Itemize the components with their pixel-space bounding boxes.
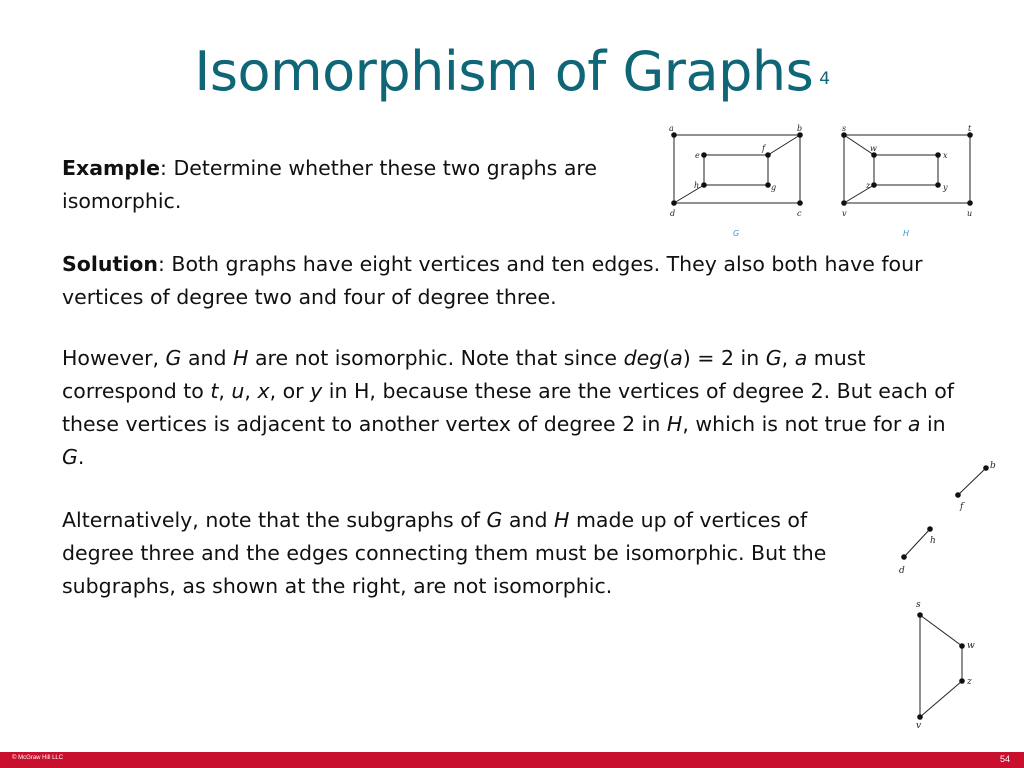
solution-paragraph — [62, 248, 962, 314]
sub-vertex-v — [917, 714, 923, 720]
sub-vertex-s — [917, 612, 923, 618]
slide-title — [0, 36, 1024, 121]
p3-text: ( — [662, 346, 671, 370]
p3-text: , — [781, 346, 795, 370]
label-z: z — [866, 181, 871, 190]
label-b: b — [797, 124, 803, 133]
label-u: u — [967, 209, 973, 218]
p3-text: in — [920, 412, 946, 436]
alternatively-paragraph — [62, 504, 872, 603]
p3-text: , — [218, 379, 232, 403]
vertex-y — [935, 182, 941, 188]
label-y: y — [943, 183, 948, 192]
caption-h: H — [903, 229, 910, 238]
title-suffix: 4 — [819, 69, 830, 89]
p4-text: made up of vertices of degree three and the edges connecting them must be isomorphic. But the subgraphs, as shown at the right, are not isomorphic. — [62, 508, 827, 598]
sub-label-b: b — [990, 461, 996, 471]
p3-text: must correspond to — [62, 346, 866, 403]
caption-g: G — [733, 229, 740, 238]
vertex-x — [935, 152, 941, 158]
vertex-s — [841, 132, 847, 138]
sub-vertex-d — [901, 554, 907, 560]
vertex-e — [701, 152, 707, 158]
title-text: Isomorphism of Graphs — [194, 40, 814, 103]
p3-var: G — [765, 346, 782, 370]
p3-var: a — [670, 346, 683, 370]
sub-label-d: d — [899, 566, 905, 576]
vertex-u — [967, 200, 973, 206]
vertex-z — [871, 182, 877, 188]
sub-label-w: w — [967, 641, 975, 651]
example-text: : Determine whether these two graphs are isomorphic. — [62, 156, 597, 213]
example-paragraph — [62, 152, 622, 218]
sub-vertex-b — [983, 465, 989, 471]
p3-text: . — [77, 445, 85, 469]
p3-var: G — [165, 346, 182, 370]
p3-var: deg — [623, 346, 663, 370]
sub-label-s: s — [916, 600, 921, 610]
p3-text: , which is not true for — [682, 412, 908, 436]
label-d: d — [670, 209, 676, 218]
vertex-c — [797, 200, 803, 206]
p4-text: Alternatively, note that the subgraphs of — [62, 508, 487, 532]
vertex-v — [841, 200, 847, 206]
graphs-g-h-figure — [662, 120, 992, 245]
sub-label-z: z — [967, 677, 972, 687]
p3-text: However, — [62, 346, 166, 370]
solution-label: Solution — [62, 252, 158, 276]
vertex-w — [871, 152, 877, 158]
vertex-h — [701, 182, 707, 188]
p3-var: a — [794, 346, 808, 370]
label-v: v — [842, 209, 847, 218]
p3-var: a — [907, 412, 921, 436]
vertex-f — [765, 152, 771, 158]
p3-var: H — [233, 346, 249, 370]
p3-var: x — [257, 379, 270, 403]
p4-var: H — [554, 508, 570, 532]
label-t: t — [968, 124, 972, 133]
label-a: a — [669, 124, 674, 133]
p4-var: G — [486, 508, 503, 532]
p3-text: , — [244, 379, 258, 403]
p3-text: in H, because these are the vertices of degree 2. But each of these vertices is adjacent to another vertex of degree 2 in — [62, 379, 955, 436]
example-label: Example — [62, 156, 161, 180]
sub-label-h: h — [930, 536, 936, 546]
label-f: f — [762, 144, 765, 153]
vertex-t — [967, 132, 973, 138]
label-w: w — [870, 144, 877, 153]
page-number: 54 — [999, 754, 1010, 764]
p3-text: , or — [269, 379, 311, 403]
subgraphs-figure — [880, 455, 1010, 735]
label-s: s — [842, 124, 847, 133]
sub-vertex-z — [959, 678, 965, 684]
label-e: e — [695, 151, 700, 160]
sub-vertex-f — [955, 492, 961, 498]
solution-text: : Both graphs have eight vertices and ten edges. They also both have four vertices of degree two and four of degree three. — [62, 252, 923, 309]
sub-label-f: f — [960, 502, 964, 512]
p3-text: ) = 2 in — [682, 346, 766, 370]
vertex-a — [671, 132, 677, 138]
p3-var: G — [62, 445, 78, 469]
sub-vertex-w — [959, 643, 965, 649]
p3-var: t — [210, 379, 219, 403]
footer-bar — [0, 752, 1024, 768]
sub-vertex-h — [927, 526, 933, 532]
however-paragraph — [62, 342, 962, 474]
label-x: x — [943, 151, 948, 160]
label-g: g — [771, 183, 777, 192]
p3-text: are not isomorphic. Note that since — [248, 346, 624, 370]
p3-var: y — [310, 379, 323, 403]
vertex-g — [765, 182, 771, 188]
vertex-d — [671, 200, 677, 206]
label-c: c — [797, 209, 802, 218]
vertex-b — [797, 132, 803, 138]
p3-text: and — [181, 346, 234, 370]
copyright-text: © McGraw Hill LLC — [12, 755, 64, 761]
sub-label-v: v — [916, 721, 922, 731]
p3-var: H — [666, 412, 683, 436]
p4-text: and — [502, 508, 555, 532]
label-h: h — [694, 181, 700, 190]
p3-var: u — [231, 379, 245, 403]
